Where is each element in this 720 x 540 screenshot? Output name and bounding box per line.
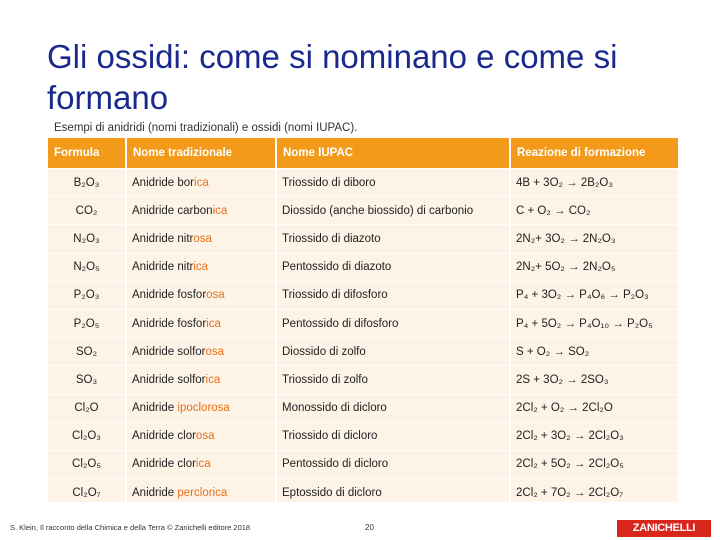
iupac-name-cell: Pentossido di dicloro	[276, 450, 510, 478]
iupac-name-cell: Triossido di zolfo	[276, 366, 510, 394]
table-row	[48, 197, 678, 225]
header-formula: Formula	[48, 138, 126, 169]
formula-cell: P₂O₃	[48, 281, 126, 309]
iupac-name-cell: Diossido (anche biossido) di carbonio	[276, 197, 510, 225]
iupac-name-cell: Triossido di dicloro	[276, 422, 510, 450]
traditional-name-base: Anidride solfor	[132, 345, 206, 358]
formula-cell: Cl₂O	[48, 394, 126, 422]
traditional-name-cell	[126, 479, 276, 507]
formula-cell: SO₂	[48, 338, 126, 366]
footer-source: S. Klein, Il racconto della Chimica e della Terra © Zanichelli editore 2018	[10, 523, 251, 532]
iupac-name-cell: Pentossido di diazoto	[276, 253, 510, 281]
traditional-name-base: Anidride clor	[132, 458, 196, 471]
iupac-name-cell: Triossido di difosforo	[276, 281, 510, 309]
iupac-name-cell: Monossido di dicloro	[276, 394, 510, 422]
header-traditional-name: Nome tradizionale	[126, 138, 276, 169]
formula-cell: P₂O₅	[48, 309, 126, 337]
table-row	[48, 309, 678, 337]
reaction-cell: S + O₂ → SO₂	[510, 338, 678, 366]
traditional-name-base: Anidride clor	[132, 430, 196, 443]
page-number: 20	[365, 523, 374, 532]
formula-cell: Cl₂O₇	[48, 479, 126, 507]
reaction-cell: 2N₂+ 5O₂ → 2N₂O₅	[510, 253, 678, 281]
formula-cell: Cl₂O₅	[48, 450, 126, 478]
table-row	[48, 450, 678, 478]
table-row	[48, 338, 678, 366]
reaction-cell: C + O₂ → CO₂	[510, 197, 678, 225]
traditional-name-base: Anidride fosfor	[132, 289, 207, 302]
traditional-name-suffix: perclorica	[177, 486, 228, 499]
header-iupac-name: Nome IUPAC	[276, 138, 510, 169]
reaction-cell: 2Cl₂ + 5O₂ → 2Cl₂O₅	[510, 450, 678, 478]
reaction-cell: P₄ + 3O₂ → P₄O₆ → P₂O₃	[510, 281, 678, 309]
traditional-name-suffix: ica	[195, 458, 211, 471]
traditional-name-suffix: osa	[206, 289, 225, 302]
iupac-name-cell: Diossido di zolfo	[276, 338, 510, 366]
table-row	[48, 281, 678, 309]
table-row	[48, 366, 678, 394]
traditional-name-suffix: ica	[206, 317, 221, 330]
traditional-name-suffix: osa	[193, 232, 212, 245]
traditional-name-cell	[126, 225, 276, 253]
traditional-name-cell	[126, 197, 276, 225]
zanichelli-logo: ZANICHELLI	[617, 520, 711, 537]
reaction-cell: 2S + 3O₂ → 2SO₃	[510, 366, 678, 394]
traditional-name-base: Anidride solfor	[132, 373, 206, 386]
traditional-name-base: Anidride carbon	[132, 204, 213, 217]
traditional-name-suffix: osa	[205, 345, 225, 358]
iupac-name-cell: Eptossido di dicloro	[276, 479, 510, 507]
iupac-name-cell: Triossido di diazoto	[276, 225, 510, 253]
traditional-name-suffix: ica	[205, 373, 221, 386]
reaction-cell: 4B + 3O₂ → 2B₂O₃	[510, 169, 678, 197]
traditional-name-suffix: ica	[193, 261, 209, 274]
reaction-cell: 2Cl₂ + 3O₂ → 2Cl₂O₃	[510, 422, 678, 450]
slide-title: Gli ossidi: come si nominano e come si formano	[47, 38, 618, 116]
formula-cell: N₂O₃	[48, 225, 126, 253]
table-body	[48, 169, 678, 507]
traditional-name-cell	[126, 281, 276, 309]
traditional-name-cell	[126, 450, 276, 478]
traditional-name-cell	[126, 309, 276, 337]
traditional-name-suffix: osa	[195, 430, 215, 443]
oxides-table	[48, 138, 678, 506]
traditional-name-cell	[126, 253, 276, 281]
traditional-name-cell	[126, 338, 276, 366]
traditional-name-suffix: ica	[194, 176, 209, 189]
table-row	[48, 169, 678, 197]
reaction-cell: P₄ + 5O₂ → P₄O₁₀ → P₂O₅	[510, 309, 678, 337]
formula-cell: B₂O₃	[48, 169, 126, 197]
traditional-name-cell	[126, 169, 276, 197]
table-row	[48, 422, 678, 450]
table-row	[48, 225, 678, 253]
traditional-name-base: Anidride	[132, 402, 178, 415]
traditional-name-cell	[126, 422, 276, 450]
reaction-cell: 2Cl₂ + 7O₂ → 2Cl₂O₇	[510, 479, 678, 507]
table-row	[48, 394, 678, 422]
traditional-name-base: Anidride fosfor	[132, 317, 207, 330]
table-row	[48, 479, 678, 507]
traditional-name-base: Anidride nitr	[132, 261, 194, 274]
header-formation-reaction: Reazione di formazione	[510, 138, 678, 169]
formula-cell: CO₂	[48, 197, 126, 225]
iupac-name-cell: Triossido di diboro	[276, 169, 510, 197]
reaction-cell: 2Cl₂ + O₂ → 2Cl₂O	[510, 394, 678, 422]
formula-cell: Cl₂O₃	[48, 422, 126, 450]
table-caption: Esempi di anidridi (nomi tradizionali) e ossidi (nomi IUPAC).	[54, 122, 358, 134]
traditional-name-base: Anidride bor	[132, 176, 195, 189]
reaction-cell: 2N₂+ 3O₂ → 2N₂O₃	[510, 225, 678, 253]
formula-cell: SO₃	[48, 366, 126, 394]
traditional-name-cell	[126, 366, 276, 394]
traditional-name-base: Anidride	[132, 486, 178, 499]
traditional-name-base: Anidride nitr	[132, 232, 194, 245]
traditional-name-suffix: ipoclorosa	[177, 402, 230, 415]
formula-cell: N₂O₅	[48, 253, 126, 281]
traditional-name-cell	[126, 394, 276, 422]
traditional-name-suffix: ica	[212, 204, 228, 217]
table-header-row	[48, 138, 678, 169]
iupac-name-cell: Pentossido di difosforo	[276, 309, 510, 337]
table-row	[48, 253, 678, 281]
oxides-table-container	[48, 138, 678, 502]
